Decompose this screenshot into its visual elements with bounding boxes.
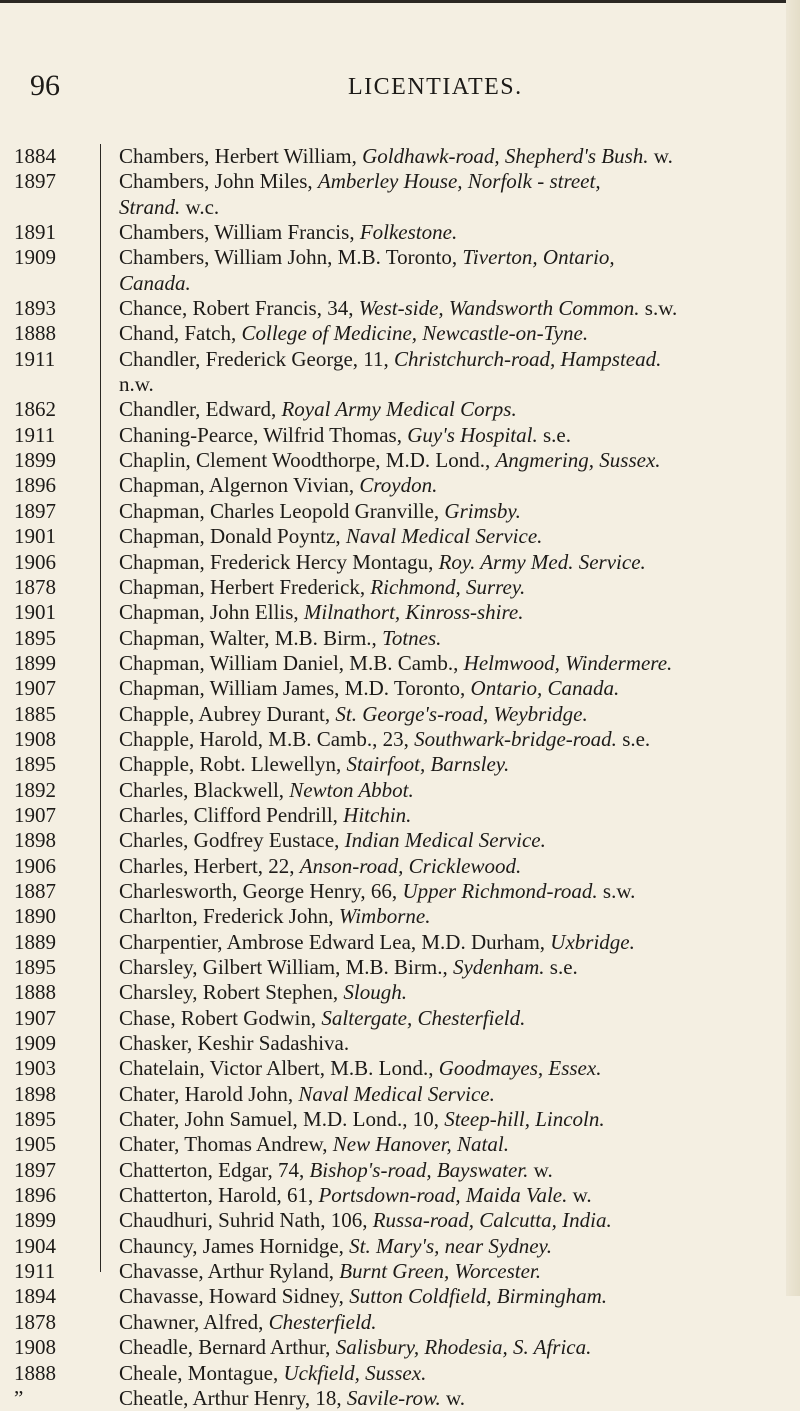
entry-name: Chase, Robert Godwin, xyxy=(119,1005,322,1030)
entry-name: Chapman, Herbert Frederick, xyxy=(119,574,371,599)
entry-address: Indian Medical Service. xyxy=(344,828,546,853)
entry-year: 1899 xyxy=(14,448,56,473)
entry-district: w.c. xyxy=(180,194,220,219)
entry-year: 1893 xyxy=(14,296,56,321)
entry-text xyxy=(119,169,795,220)
entry-year: 1906 xyxy=(14,549,56,574)
entry-year: 1903 xyxy=(14,1056,56,1081)
entry-address: Russa-road, Calcutta, India. xyxy=(372,1208,612,1233)
entry-name: Chapman, John Ellis, xyxy=(119,600,304,625)
entry-row xyxy=(0,169,800,220)
entry-name: Charsley, Gilbert William, M.B. Birm., xyxy=(119,955,453,979)
entry-address: Milnathort, Kinross-shire. xyxy=(303,600,524,625)
entry-text xyxy=(119,575,795,600)
entry-district: s.w. xyxy=(639,296,678,321)
entry-row xyxy=(0,778,800,803)
entry-address: Wimborne. xyxy=(338,904,431,929)
entry-year: 1907 xyxy=(14,1005,56,1030)
entry-row xyxy=(0,1056,800,1081)
entry-name: Chambers, John Miles, xyxy=(119,169,318,194)
entry-address: Goodmayes, Essex. xyxy=(438,1056,602,1081)
entry-name: Cheatle, Arthur Henry, 18, xyxy=(119,1385,347,1410)
entry-row xyxy=(0,1208,800,1233)
entry-text xyxy=(119,1234,795,1259)
entry-name: Chavasse, Arthur Ryland, xyxy=(119,1259,340,1284)
entry-name: Charles, Godfrey Eustace, xyxy=(119,828,345,853)
entry-text xyxy=(119,1284,795,1309)
entry-year: 1899 xyxy=(14,1208,56,1233)
entry-row xyxy=(0,930,800,955)
entry-text xyxy=(119,676,795,701)
entry-name: Chapman, William Daniel, M.B. Camb., xyxy=(119,650,464,675)
entry-year: 1895 xyxy=(14,752,56,777)
entry-address: New Hanover, Natal. xyxy=(332,1132,509,1157)
entry-text xyxy=(119,1361,795,1386)
entry-year: 1894 xyxy=(14,1284,56,1309)
entry-year: 1897 xyxy=(14,498,56,523)
entry-row xyxy=(0,879,800,904)
entry-name: Chapman, Donald Poyntz, xyxy=(119,524,346,549)
entry-year: 1911 xyxy=(14,1259,56,1284)
entry-year: 1906 xyxy=(14,853,56,878)
entry-year: 1888 xyxy=(14,321,56,346)
entry-text xyxy=(119,245,795,296)
entry-district: s.e. xyxy=(537,422,571,447)
entry-name: Chapman, William James, M.D. Toronto, xyxy=(119,676,471,701)
entry-name: Cheale, Montague, xyxy=(119,1360,284,1385)
entry-year: 1889 xyxy=(14,929,56,954)
entry-text xyxy=(119,980,795,1005)
entry-address: Christchurch-road, Hampstead. xyxy=(394,346,662,371)
entry-text xyxy=(119,854,795,879)
entry-row xyxy=(0,347,800,398)
entry-address: Chesterfield. xyxy=(268,1309,377,1334)
entry-text xyxy=(119,347,795,398)
entry-text xyxy=(119,904,795,929)
entry-row xyxy=(0,854,800,879)
entry-address: Tiverton, Ontario, Canada. xyxy=(119,245,615,295)
entry-name: Chaudhuri, Suhrid Nath, 106, xyxy=(119,1208,373,1233)
entry-row xyxy=(0,980,800,1005)
register-entries xyxy=(0,144,800,1411)
entry-year: 1862 xyxy=(14,397,56,422)
entry-text xyxy=(119,397,795,422)
entry-name: Chapple, Robt. Llewellyn, xyxy=(119,752,347,777)
entry-year: 1890 xyxy=(14,904,56,929)
entry-address: St. George's-road, Weybridge. xyxy=(335,701,588,726)
entry-address: Southwark-bridge-road. xyxy=(414,726,617,751)
entry-row xyxy=(0,423,800,448)
page-number: 96 xyxy=(30,69,60,102)
entry-year: 1901 xyxy=(14,524,56,549)
entry-district: s.w. xyxy=(597,878,636,903)
entry-address: Uckfield, Sussex. xyxy=(283,1360,427,1385)
entry-text xyxy=(119,473,795,498)
entry-year: 1908 xyxy=(14,1335,56,1360)
entry-name: Chaning-Pearce, Wilfrid Thomas, xyxy=(119,422,408,447)
entry-row xyxy=(0,524,800,549)
entry-address: Guy's Hospital. xyxy=(407,422,538,447)
entry-district: w. xyxy=(567,1183,592,1208)
entry-district: w. xyxy=(440,1385,466,1410)
entry-name: Chapman, Charles Leopold Granville, xyxy=(119,498,445,523)
entry-year: 1911 xyxy=(14,422,56,447)
entry-year: 1897 xyxy=(14,1157,56,1182)
entry-name: Chatelain, Victor Albert, M.B. Lond., xyxy=(119,1056,439,1081)
entry-text xyxy=(119,1006,795,1031)
running-head: LICENTIATES. xyxy=(348,74,523,100)
entry-name: Chambers, Herbert William, xyxy=(119,144,363,168)
entry-name: Charpentier, Ambrose Edward Lea, M.D. Durham, xyxy=(119,929,551,954)
entry-year: 1897 xyxy=(14,169,56,194)
entry-year: 1884 xyxy=(14,144,56,168)
entry-name: Chauncy, James Hornidge, xyxy=(119,1233,350,1258)
entry-text xyxy=(119,1158,795,1183)
entry-year: 1909 xyxy=(14,245,56,270)
entry-text xyxy=(119,626,795,651)
entry-row xyxy=(0,626,800,651)
top-edge-rule xyxy=(0,0,800,3)
page-header xyxy=(0,68,800,104)
entry-text xyxy=(119,702,795,727)
entry-name: Chatterton, Harold, 61, xyxy=(119,1183,319,1208)
entry-address: Naval Medical Service. xyxy=(298,1081,495,1106)
entry-name: Chaplin, Clement Woodthorpe, M.D. Lond., xyxy=(119,448,496,473)
entry-text xyxy=(119,651,795,676)
entry-address: Portsdown-road, Maida Vale. xyxy=(318,1183,568,1208)
entry-name: Chawner, Alfred, xyxy=(119,1309,269,1334)
entry-address: Sutton Coldfield, Birmingham. xyxy=(349,1284,608,1309)
entry-address: Savile-row. xyxy=(346,1385,441,1410)
entry-name: Chapman, Algernon Vivian, xyxy=(119,473,360,498)
entry-text xyxy=(119,1107,795,1132)
entry-row xyxy=(0,752,800,777)
entry-address: Uxbridge. xyxy=(550,929,635,954)
entry-year: 1896 xyxy=(14,473,56,498)
entry-text xyxy=(119,220,795,245)
entry-row xyxy=(0,702,800,727)
entry-address: Naval Medical Service. xyxy=(345,524,543,549)
entry-name: Chandler, Edward, xyxy=(119,397,282,422)
entry-name: Charles, Blackwell, xyxy=(119,777,290,802)
entry-row xyxy=(0,1183,800,1208)
entry-text xyxy=(119,423,795,448)
entry-name: Chatterton, Edgar, 74, xyxy=(119,1157,310,1182)
entry-text xyxy=(119,448,795,473)
entry-name: Chance, Robert Francis, 34, xyxy=(119,296,359,321)
entry-text xyxy=(119,955,795,980)
entry-name: Charles, Clifford Pendrill, xyxy=(119,802,344,827)
entry-address: Folkestone. xyxy=(359,220,458,245)
entry-text xyxy=(119,1183,795,1208)
entry-row xyxy=(0,1107,800,1132)
entry-text xyxy=(119,499,795,524)
entry-text xyxy=(119,1259,795,1284)
entry-address: Burnt Green, Worcester. xyxy=(339,1259,542,1284)
entry-name: Chapple, Harold, M.B. Camb., 23, xyxy=(119,726,415,751)
entry-row xyxy=(0,397,800,422)
entry-year: 1907 xyxy=(14,676,56,701)
entry-row xyxy=(0,220,800,245)
entry-text xyxy=(119,879,795,904)
entry-row xyxy=(0,651,800,676)
entry-address: Helmwood, Windermere. xyxy=(463,650,673,675)
entry-address: Grimsby. xyxy=(444,498,521,523)
entry-text xyxy=(119,778,795,803)
entry-row xyxy=(0,499,800,524)
entry-address: Sydenham. xyxy=(452,955,545,979)
entry-district: s.e. xyxy=(616,726,651,751)
entry-district: n.w. xyxy=(119,372,154,397)
entry-year: 1896 xyxy=(14,1183,56,1208)
entry-address: Goldhawk-road, Shepherd's Bush. xyxy=(362,144,649,168)
entry-year: 1888 xyxy=(14,1360,56,1385)
entry-row xyxy=(0,1132,800,1157)
entry-name: Chambers, William John, M.B. Toronto, xyxy=(119,245,463,270)
entry-name: Chandler, Frederick George, 11, xyxy=(119,346,394,371)
entry-year: 1885 xyxy=(14,701,56,726)
entry-name: Charlton, Frederick John, xyxy=(119,904,339,929)
entry-row xyxy=(0,1284,800,1309)
entry-year: 1898 xyxy=(14,828,56,853)
entry-text xyxy=(119,1056,795,1081)
entry-text xyxy=(119,1031,795,1056)
entry-year: 1908 xyxy=(14,726,56,751)
entry-district: w. xyxy=(648,144,673,168)
entry-year: 1899 xyxy=(14,650,56,675)
entry-row xyxy=(0,473,800,498)
entry-year: 1891 xyxy=(14,220,56,245)
entry-address: College of Medicine, Newcastle-on-Tyne. xyxy=(241,321,589,346)
entry-name: Chapman, Frederick Hercy Montagu, xyxy=(119,549,439,574)
entry-year: ” xyxy=(14,1385,24,1410)
entry-year: 1909 xyxy=(14,1031,56,1056)
entry-row xyxy=(0,321,800,346)
entry-row xyxy=(0,904,800,929)
entry-text xyxy=(119,1082,795,1107)
entry-name: Cheadle, Bernard Arthur, xyxy=(119,1335,336,1360)
entry-address: Stairfoot, Barnsley. xyxy=(346,752,510,777)
entry-text xyxy=(119,524,795,549)
entry-text xyxy=(119,828,795,853)
entry-district: s.e. xyxy=(544,955,578,979)
entry-address: Anson-road, Cricklewood. xyxy=(299,853,522,878)
entry-row xyxy=(0,1335,800,1360)
entry-row xyxy=(0,1361,800,1386)
entry-row xyxy=(0,600,800,625)
entry-address: Hitchin. xyxy=(343,802,412,827)
entry-year: 1901 xyxy=(14,600,56,625)
entry-name: Chater, Thomas Andrew, xyxy=(119,1132,333,1157)
entry-text xyxy=(119,144,795,169)
entry-address: West-side, Wandsworth Common. xyxy=(358,296,640,321)
entry-row xyxy=(0,676,800,701)
entry-row xyxy=(0,955,800,980)
entry-row xyxy=(0,1234,800,1259)
entry-address: Ontario, Canada. xyxy=(470,676,620,701)
entry-address: Totnes. xyxy=(382,625,442,650)
entry-year: 1907 xyxy=(14,802,56,827)
entry-address: Royal Army Medical Corps. xyxy=(281,397,517,422)
entry-address: Richmond, Surrey. xyxy=(370,574,526,599)
entry-address: Upper Richmond-road. xyxy=(402,878,598,903)
entry-year: 1895 xyxy=(14,625,56,650)
entry-name: Chasker, Keshir Sadashiva. xyxy=(119,1031,350,1056)
entry-row xyxy=(0,803,800,828)
entry-name: Chapple, Aubrey Durant, xyxy=(119,701,336,726)
entry-name: Chand, Fatch, xyxy=(119,321,242,346)
entry-year: 1905 xyxy=(14,1132,56,1157)
entry-name: Chambers, William Francis, xyxy=(119,220,360,245)
entry-row xyxy=(0,1158,800,1183)
entry-name: Charlesworth, George Henry, 66, xyxy=(119,878,403,903)
entry-row xyxy=(0,1386,800,1411)
entry-text xyxy=(119,1310,795,1335)
entry-name: Charsley, Robert Stephen, xyxy=(119,980,344,1005)
entry-text xyxy=(119,296,795,321)
entry-year: 1898 xyxy=(14,1081,56,1106)
entry-row xyxy=(0,727,800,752)
entry-name: Chater, Harold John, xyxy=(119,1081,299,1106)
entry-year: 1895 xyxy=(14,955,56,979)
entry-text xyxy=(119,600,795,625)
entry-name: Charles, Herbert, 22, xyxy=(119,853,300,878)
entry-district: w. xyxy=(528,1157,553,1182)
entry-row xyxy=(0,1310,800,1335)
entry-row xyxy=(0,296,800,321)
entry-address: Croydon. xyxy=(359,473,438,498)
entry-address: Saltergate, Chesterfield. xyxy=(321,1005,526,1030)
entry-row xyxy=(0,575,800,600)
entry-text xyxy=(119,1386,795,1411)
entry-name: Chapman, Walter, M.B. Birm., xyxy=(119,625,383,650)
entry-address: Salisbury, Rhodesia, S. Africa. xyxy=(335,1335,592,1360)
entry-year: 1887 xyxy=(14,878,56,903)
entry-name: Chater, John Samuel, M.D. Lond., 10, xyxy=(119,1107,445,1132)
entry-address: St. Mary's, near Sydney. xyxy=(349,1233,552,1258)
entry-row xyxy=(0,550,800,575)
entry-text xyxy=(119,1335,795,1360)
entry-text xyxy=(119,930,795,955)
entry-year: 1904 xyxy=(14,1233,56,1258)
entry-address: Newton Abbot. xyxy=(289,777,414,802)
entry-row xyxy=(0,448,800,473)
entry-row xyxy=(0,245,800,296)
entry-year: 1892 xyxy=(14,777,56,802)
entry-text xyxy=(119,727,795,752)
entry-year: 1878 xyxy=(14,574,56,599)
entry-year: 1895 xyxy=(14,1107,56,1132)
entry-text xyxy=(119,803,795,828)
entry-text xyxy=(119,1208,795,1233)
entry-year: 1878 xyxy=(14,1309,56,1334)
entry-address: Angmering, Sussex. xyxy=(495,448,661,473)
entry-year: 1911 xyxy=(14,346,56,371)
entry-row xyxy=(0,828,800,853)
entry-row xyxy=(0,1082,800,1107)
entry-row xyxy=(0,1031,800,1056)
entry-row xyxy=(0,1259,800,1284)
entry-name: Chavasse, Howard Sidney, xyxy=(119,1284,350,1309)
entry-address: Slough. xyxy=(343,980,407,1005)
entry-row xyxy=(0,1006,800,1031)
entry-address: Roy. Army Med. Service. xyxy=(438,549,646,574)
entry-text xyxy=(119,752,795,777)
entry-text xyxy=(119,321,795,346)
entry-address: Bishop's-road, Bayswater. xyxy=(309,1157,529,1182)
entry-year: 1888 xyxy=(14,980,56,1005)
entry-text xyxy=(119,550,795,575)
entry-address: Amberley House, Norfolk - street, Strand. xyxy=(119,169,601,219)
entry-row xyxy=(0,144,800,169)
entry-text xyxy=(119,1132,795,1157)
entry-address: Steep-hill, Lincoln. xyxy=(444,1107,605,1132)
